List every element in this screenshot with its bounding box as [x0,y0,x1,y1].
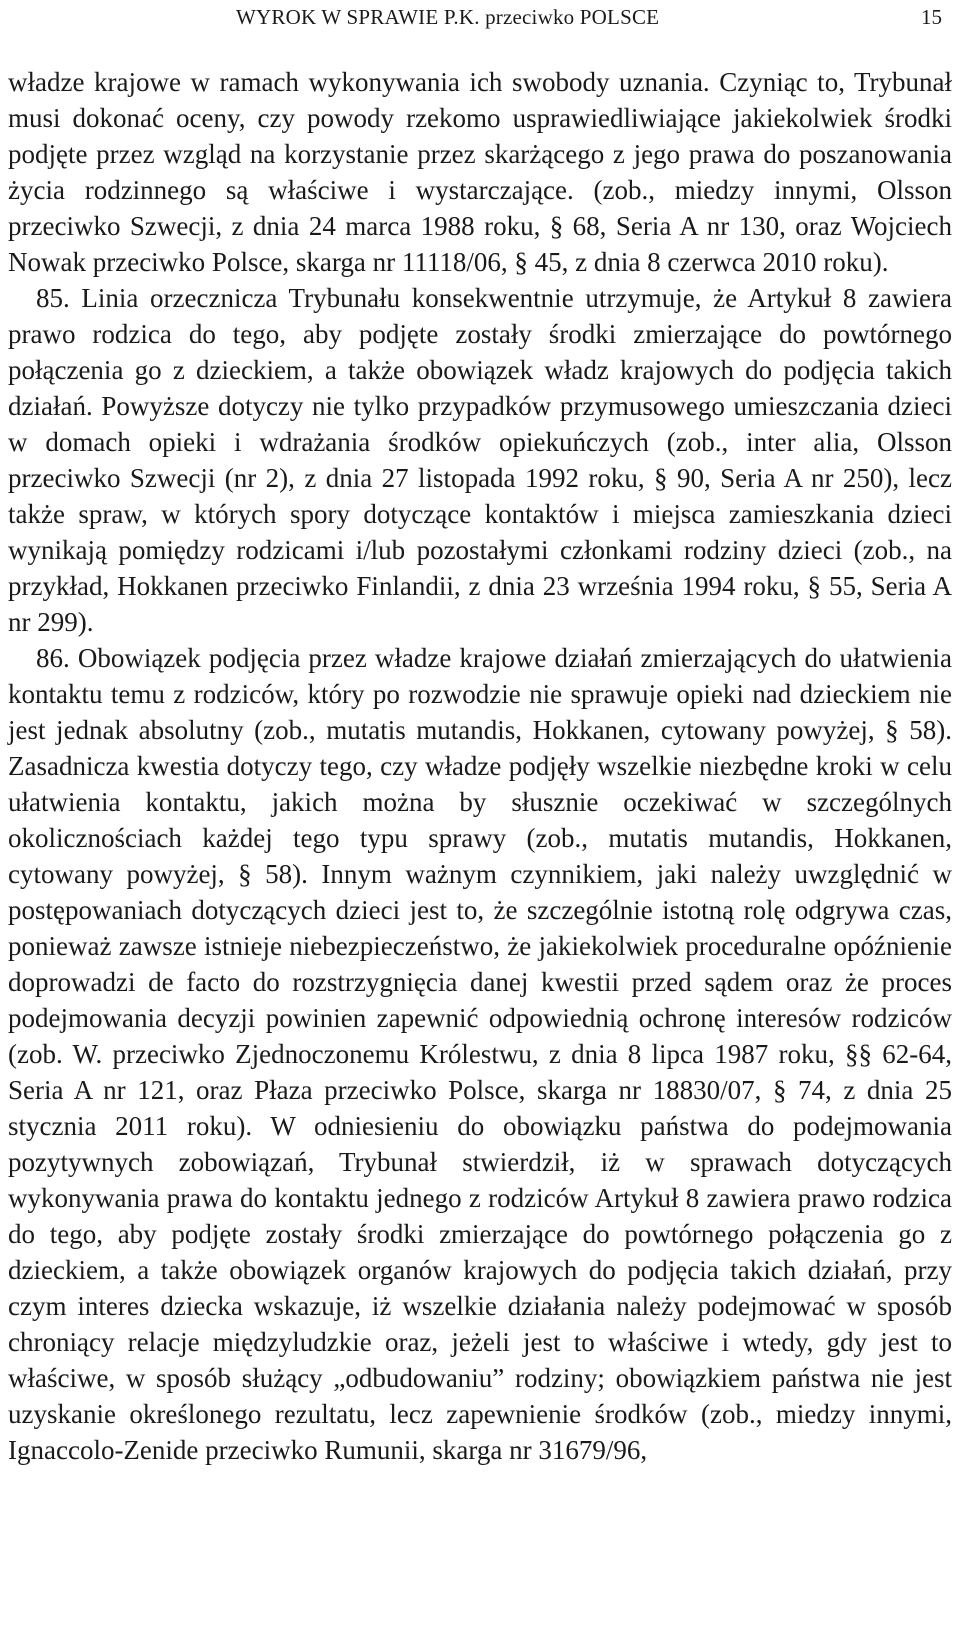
paragraph-continuation: władze krajowe w ramach wykonywania ich swobody uznania. Czyniąc to, Trybunał musi dokonać oceny, czy powody rzekomo usprawiedliwiające jakiekolwiek środki podjęte przez wzgląd na korzystanie przez skarżącego z jego prawa do poszanowania życia rodzinnego są właściwe i wystarczające. (zob., miedzy innymi, Olsson przeciwko Szwecji, z dnia 24 marca 1988 roku, § 68, Seria A nr 130, oraz Wojciech Nowak przeciwko Polsce, skarga nr 11118/06, § 45, z dnia 8 czerwca 2010 roku). [8,67,952,277]
page-header [0,2,960,32]
paragraph-86: 86. Obowiązek podjęcia przez władze krajowe działań zmierzających do ułatwienia kontaktu temu z rodziców, który po rozwodzie nie sprawuje opieki nad dzieckiem nie jest jednak absolutny (zob., mutatis mutandis, Hokkanen, cytowany powyżej, § 58). Zasadnicza kwestia dotyczy tego, czy władze podjęły wszelkie niezbędne kroki w celu ułatwienia kontaktu, jakich można by słusznie oczekiwać w szczególnych okolicznościach każdej tego typu sprawy (zob., mutatis mutandis, Hokkanen, cytowany powyżej, § 58). Innym ważnym czynnikiem, jaki należy uwzględnić w postępowaniach dotyczących dzieci jest to, że szczególnie istotną rolę odgrywa czas, ponieważ zawsze istnieje niebezpieczeństwo, że jakiekolwiek proceduralne opóźnienie doprowadzi de facto do rozstrzygnięcia danej kwestii przed sądem oraz że proces podejmowania decyzji powinien zapewnić odpowiednią ochronę interesów rodziców (zob. W. przeciwko Zjednoczonemu Królestwu, z dnia 8 lipca 1987 roku, §§ 62-64, Seria A nr 121, oraz Płaza przeciwko Polsce, skarga nr 18830/07, § 74, z dnia 25 stycznia 2011 roku). W odniesieniu do obowiązku państwa do podejmowania pozytywnych zobowiązań, Trybunał stwierdził, iż w sprawach dotyczących wykonywania prawa do kontaktu jednego z rodziców Artykuł 8 zawiera prawo rodzica do tego, aby podjęte zostały środki zmierzające do powtórnego połączenia go z dzieckiem, a także obowiązek organów krajowych do podjęcia takich działań, przy czym interes dziecka wskazuje, iż wszelkie działania należy podejmować w sposób chroniący relacje międzyludzkie oraz, jeżeli jest to właściwe i wtedy, gdy jest to właściwe, w sposób służący „odbudowaniu” rodziny; obowiązkiem państwa nie jest uzyskanie określonego rezultatu, lecz zapewnienie środków (zob., miedzy innymi, Ignaccolo-Zenide przeciwko Rumunii, skarga nr 31679/96, [8,643,952,1465]
paragraph-85: 85. Linia orzecznicza Trybunału konsekwentnie utrzymuje, że Artykuł 8 zawiera prawo rodzica do tego, aby podjęte zostały środki zmierzające do powtórnego połączenia go z dzieckiem, a także obowiązek władz krajowych do podjęcia takich działań. Powyższe dotyczy nie tylko przypadków przymusowego umieszczania dzieci w domach opieki i wdrażania środków opiekuńczych (zob., inter alia, Olsson przeciwko Szwecji (nr 2), z dnia 27 listopada 1992 roku, § 90, Seria A nr 250), lecz także spraw, w których spory dotyczące kontaktów i miejsca zamieszkania dzieci wynikają pomiędzy rodzicami i/lub pozostałymi członkami rodziny dzieci (zob., na przykład, Hokkanen przeciwko Finlandii, z dnia 23 września 1994 roku, § 55, Seria A nr 299). [8,283,952,637]
running-title: WYROK W SPRAWIE P.K. przeciwko POLSCE [236,5,660,29]
document-body [8,64,952,1468]
page-number: 15 [921,5,942,29]
